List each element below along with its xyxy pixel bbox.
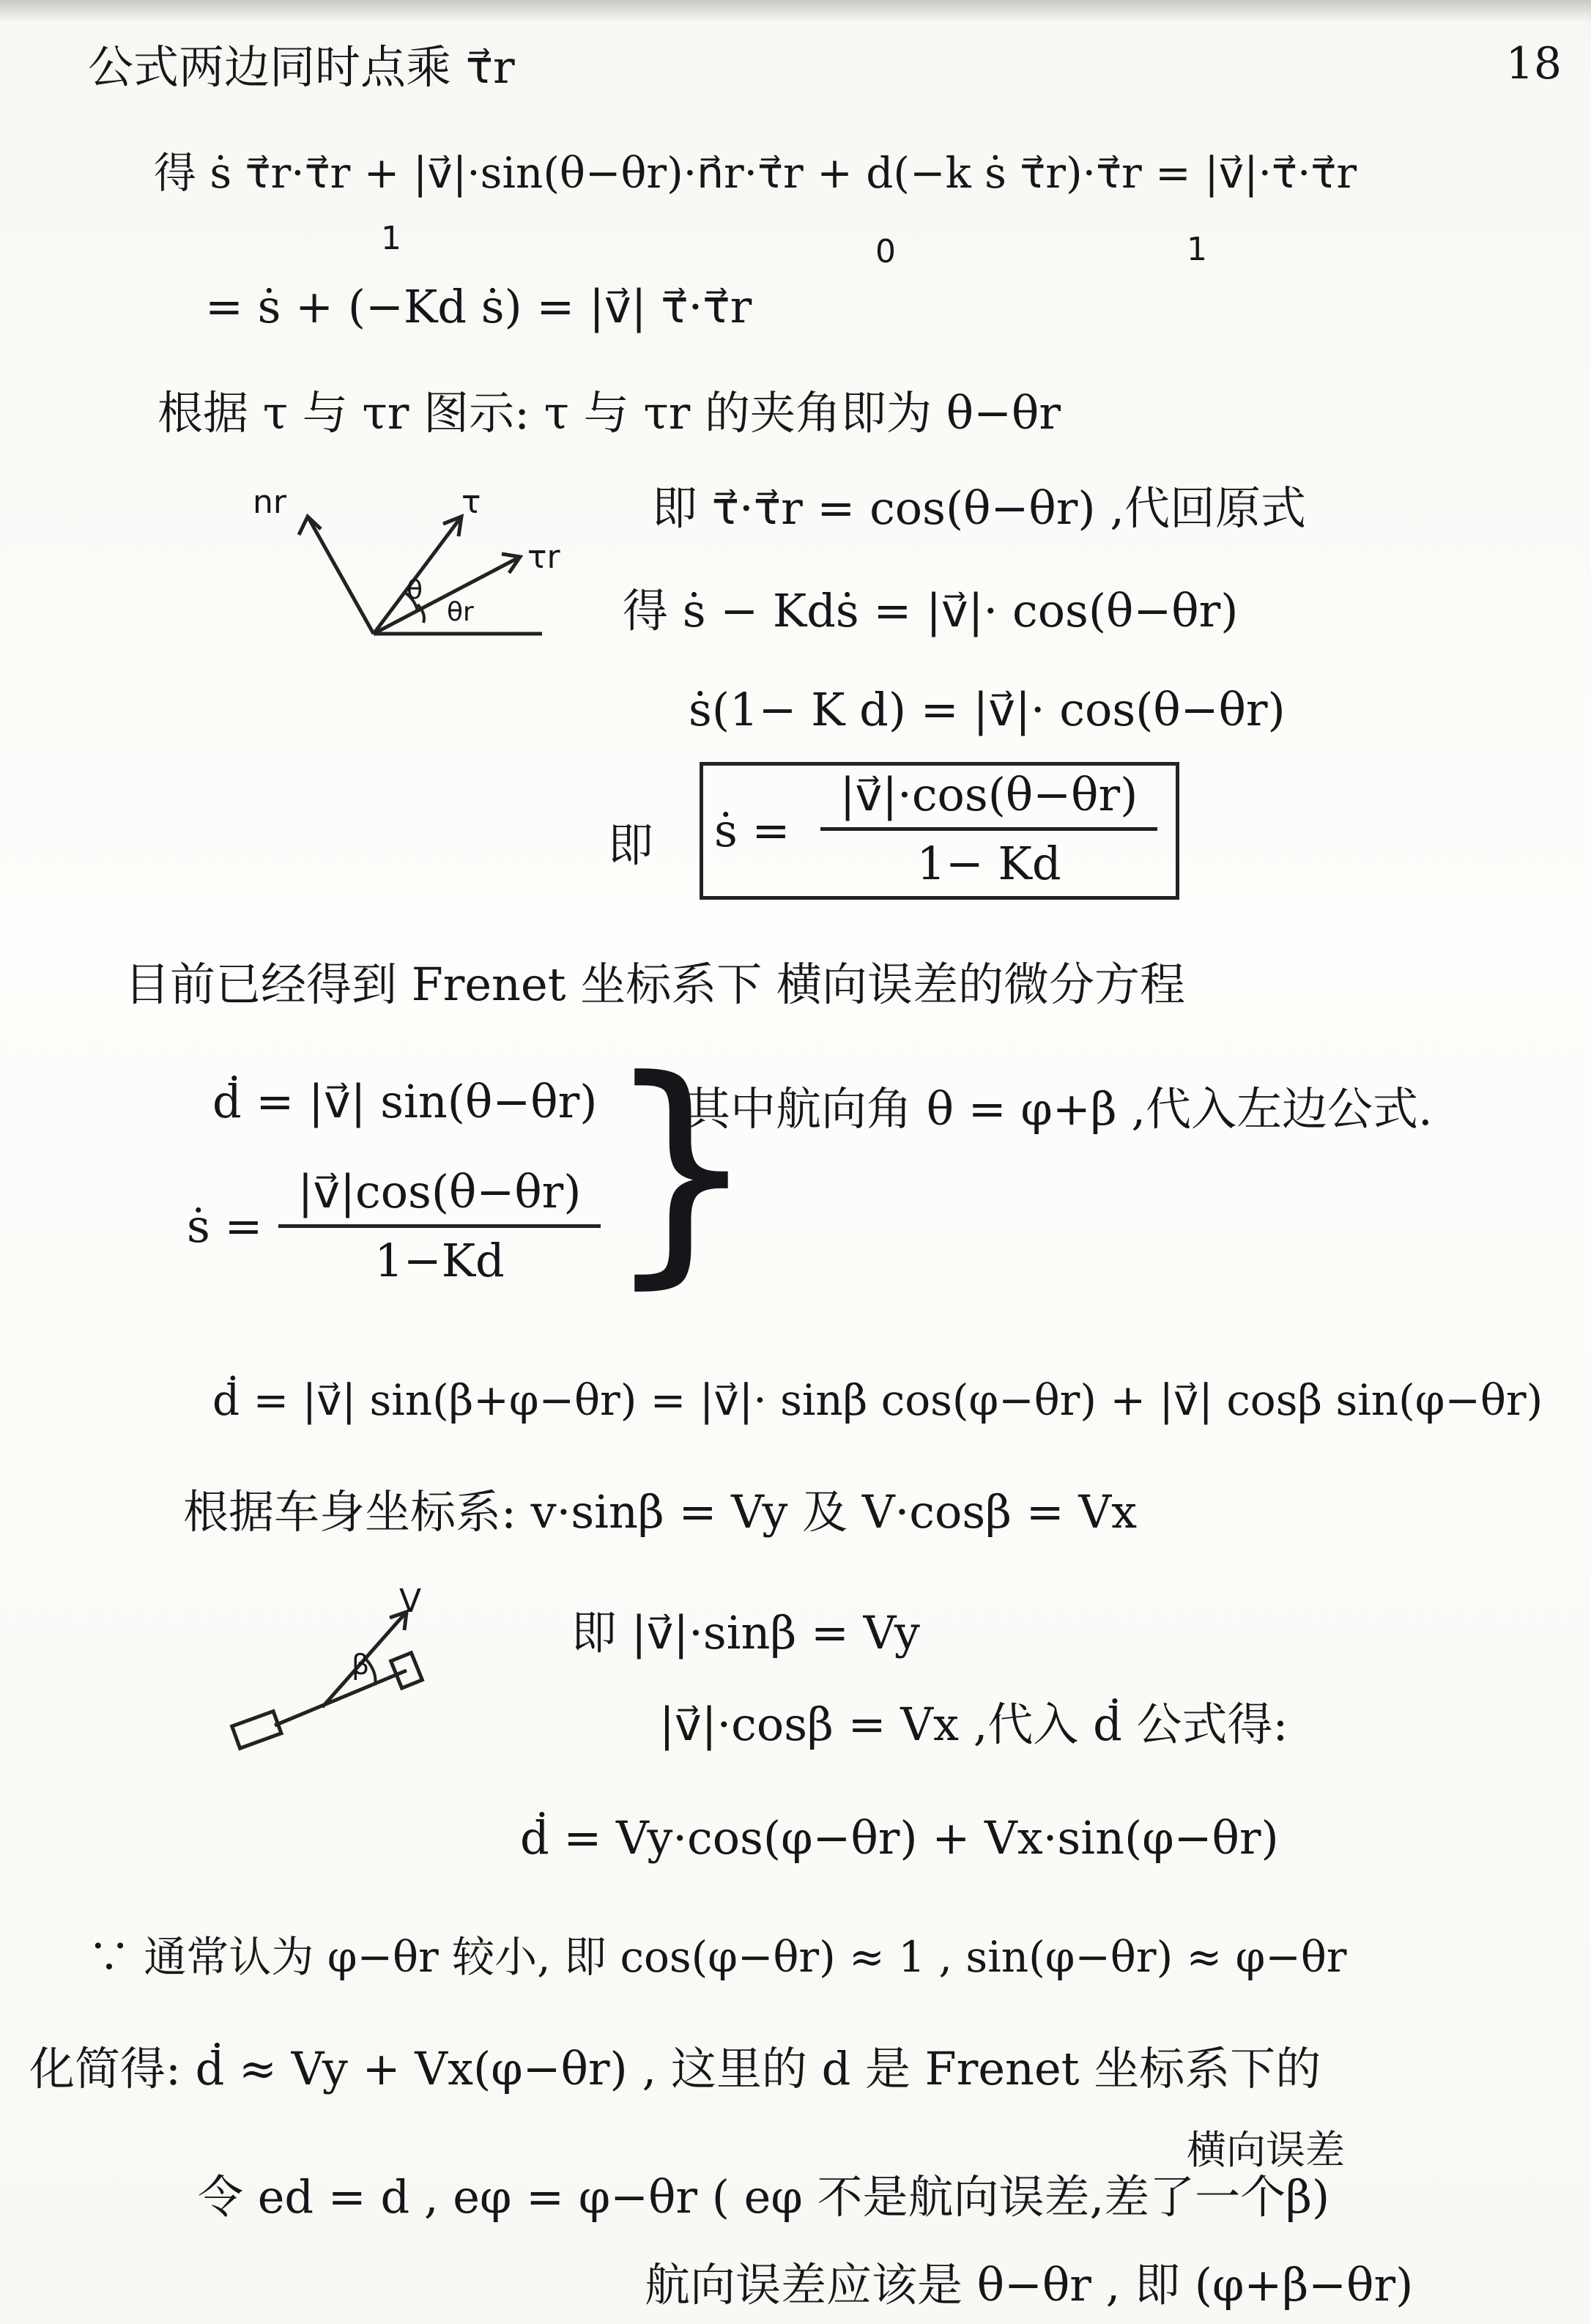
s-dot-numerator: |v⃗|·cos(θ−θr) [839, 768, 1138, 821]
nr-vector [308, 517, 374, 634]
eq-s-dot-lhs: ṡ = [187, 1199, 263, 1253]
underbrace-mark-1: 1 [381, 220, 401, 257]
label-theta: θ [407, 575, 423, 605]
boxed-prefix: 即 [608, 818, 654, 872]
line-vy: 即 |v⃗|·sinβ = Vy [571, 1606, 920, 1659]
label-theta-r: θr [447, 597, 474, 627]
page-top-edge [0, 0, 1591, 21]
line-small-angle: ∵ 通常认为 φ−θr 较小, 即 cos(φ−θr) ≈ 1 , sin(φ−θr) ≈ φ−θr [88, 1932, 1347, 1982]
line-dot-multiply: 公式两边同时点乘 τ⃗r [88, 40, 515, 94]
page-number: 18 [1505, 38, 1562, 89]
line-d-dot-final: ḋ = Vy·cos(φ−θr) + Vx·sin(φ−θr) [520, 1811, 1279, 1865]
line-d-dot-expanded: ḋ = |v⃗| sin(β+φ−θr) = |v⃗|· sinβ cos(φ−θr) + |v⃗| cosβ sin(φ−θr) [212, 1375, 1543, 1425]
line-body-frame: 根据车身坐标系: v·sinβ = Vy 及 V·cosβ = Vx [183, 1485, 1138, 1539]
s-dot-denominator: 1− Kd [916, 837, 1061, 890]
underbrace-mark-1b: 1 [1187, 231, 1207, 268]
line-expanded-equation: 得 ṡ τ⃗r·τ⃗r + |v⃗|·sin(θ−θr)·n⃗r·τ⃗r + d(−k ṡ τ⃗r)·τ⃗r = |v⃗|·τ⃗·τ⃗r [154, 148, 1357, 198]
note-lateral-error: 横向误差 [1187, 2127, 1345, 2173]
line-define-errors: 令 ed = d , eφ = φ−θr ( eφ 不是航向误差,差了一个β) [198, 2170, 1330, 2224]
label-nr: nr [253, 484, 286, 521]
eq-s-dot-numerator: |v⃗|cos(θ−θr) [297, 1165, 582, 1218]
label-tau: τ [461, 484, 481, 521]
line-simplified: = ṡ + (−Kd ṡ) = |v⃗| τ⃗·τ⃗r [205, 280, 752, 333]
line-frenet-summary: 目前已经得到 Frenet 坐标系下 横向误差的微分方程 [125, 958, 1186, 1011]
vehicle-rear [232, 1711, 281, 1749]
line-dot-product-cos: 即 τ⃗·τ⃗r = cos(θ−θr) ,代回原式 [652, 481, 1306, 535]
vehicle-axis [275, 1670, 407, 1725]
line-simplified-result: 化简得: ḋ ≈ Vy + Vx(φ−θr) , 这里的 d 是 Frenet 坐标系下的 [29, 2042, 1321, 2095]
right-brace: } [604, 1028, 758, 1309]
eq-d-dot: ḋ = |v⃗| sin(θ−θr) [212, 1075, 598, 1128]
label-tr: τr [527, 539, 560, 576]
eq-s-dot-fraction [278, 1165, 601, 1287]
s-dot-lhs: ṡ = [714, 804, 790, 857]
line-heading-error: 航向误差应该是 θ−θr , 即 (φ+β−θr) [645, 2258, 1414, 2312]
line-factored: ṡ(1− K d) = |v⃗|· cos(θ−θr) [689, 683, 1286, 736]
line-vx: |v⃗|·cosβ = Vx ,代入 ḋ 公式得: [659, 1698, 1288, 1751]
line-angle-statement: 根据 τ 与 τr 图示: τ 与 τr 的夹角即为 θ−θr [157, 386, 1061, 440]
underbrace-mark-0: 0 [875, 233, 896, 270]
label-v: V [399, 1583, 422, 1620]
line-heading-angle: 其中航向角 θ = φ+β ,代入左边公式. [685, 1082, 1433, 1136]
eq-s-dot-denominator: 1−Kd [374, 1234, 505, 1287]
label-beta: β [352, 1648, 370, 1681]
s-dot-fraction [820, 768, 1157, 890]
line-substituted: 得 ṡ − Kdṡ = |v⃗|· cos(θ−θr) [623, 584, 1239, 637]
